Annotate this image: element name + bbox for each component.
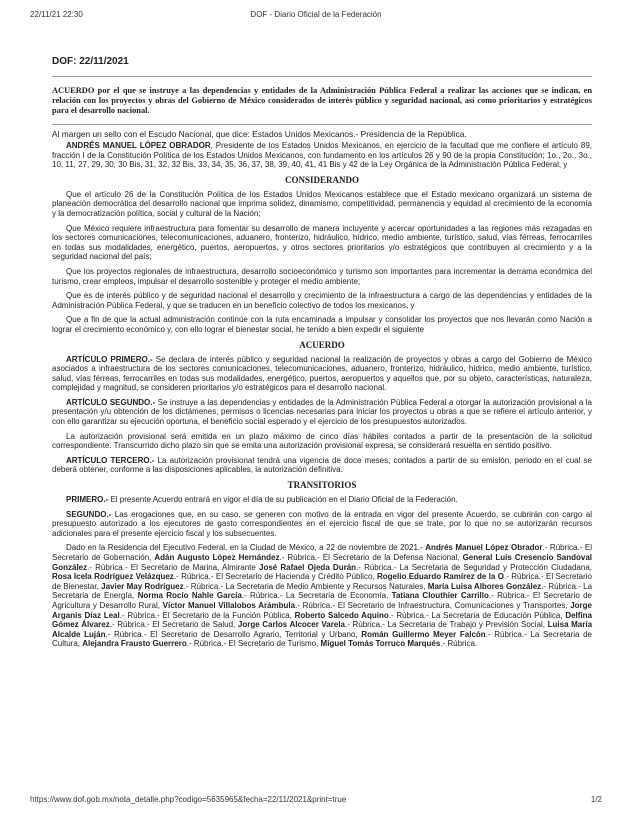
document-body	[52, 56, 592, 654]
signatory-role-text: .- Rúbrica.- La Secretaria de Cultura,	[52, 629, 592, 649]
signatory-role-text: .- Rúbrica.- El Secretario de Infraestructura, Comunicaciones y Transportes,	[295, 600, 571, 610]
divider	[52, 76, 592, 77]
president-name: ANDRÉS MANUEL LÓPEZ OBRADOR	[66, 141, 211, 150]
signatory-role-text: .- Rúbrica.- El Secretario de Hacienda y Crédito Público,	[173, 572, 377, 582]
considerando-paragraph: Que México requiere infraestructura para fomentar su desarrollo de manera incluyente y acercar oportunidades a las regiones más rezagadas en los sectores comunicaciones, telecomunicaciones, aduanero, fronterizo, hidráulico, hídrico, medio ambiente, turístico, salud, vías férreas, ferrocarriles en todas sus modalidades, energético, puertos, aeropuertos, y otros sectores prioritarios y/o estratégicos que contribuyen al crecimiento y a la seguridad nacional del país;	[52, 223, 592, 262]
signatory-role-text: .- Rúbrica.- La Secretaria de Economía,	[241, 591, 392, 601]
signatory-name: General Luis Cresencio Sandoval González	[52, 553, 593, 572]
transitory-label: PRIMERO.-	[66, 495, 109, 505]
signatory-role-text: .- Rúbrica.- El Secretario de Bienestar,	[52, 572, 593, 591]
signatory-role-text: .- Rúbrica.- La Secretaria de Educación Pública,	[388, 610, 566, 620]
signatory-role-text: .- Rúbrica.- La Secretaria de Energía,	[52, 581, 593, 601]
signatory-name: Román Guillermo Meyer Falcón	[361, 629, 486, 639]
signatory-name: Rosa Icela Rodríguez Velázquez	[52, 572, 174, 582]
signatory-role-text: .- Rúbrica.- La Secretaria de Seguridad y Protección Ciudadana,	[356, 562, 592, 572]
article-paragraph	[52, 456, 592, 475]
considerando-paragraph: Que es de interés público y de seguridad nacional el desarrollo y crecimiento de la infraestructura a cargo de las dependencias y entidades de la Administración Pública Federal, y que se traducen en un beneficio colectivo de todos los mexicanos, y	[52, 291, 592, 310]
signatory-role-text: .- Rúbrica.- El Secretario de Salud,	[109, 620, 238, 630]
transitory-paragraph	[52, 495, 592, 505]
signatory-role-text: .- Rúbrica.- El Secretario de Turismo,	[186, 639, 321, 649]
signatory-name: Alejandra Frausto Guerrero	[82, 639, 187, 649]
signatory-name: Roberto Salcedo Aquino	[294, 610, 389, 620]
signatory-name: Andrés Manuel López Obrador	[425, 543, 543, 553]
page-number: 1/2	[590, 795, 602, 804]
document-title: ACUERDO por el que se instruye a las dependencias y entidades de la Administración Pública Federal a realizar las acciones que se indican, en relación con los proyectos y obras del Gobierno de México considerados de interés público y seguridad nacional, así como prioritarios y estratégicos para el desarrollo nacional.	[52, 86, 592, 115]
print-datetime: 22/11/21 22:30	[30, 10, 83, 19]
signatory-name: Jorge Arganis Díaz Leal	[52, 600, 592, 620]
signatory-role-text: .- Rúbrica.- El Secretario de Marina, Almirante	[87, 562, 259, 572]
acuerdo-heading: ACUERDO	[299, 339, 345, 350]
dof-date: DOF: 22/11/2021	[52, 56, 129, 67]
signatory-role-text: .- Rúbrica.- La Secretaria de Trabajo y Previsión Social,	[345, 620, 548, 630]
article-label: ARTÍCULO SEGUNDO.-	[66, 397, 156, 407]
signatory-role-text: .- Rúbrica.- El Secretario de Gobernación,	[52, 543, 592, 562]
signing-intro: Dado en la Residencia del Ejecutivo Federal, en la Ciudad de México, a 22 de noviembre de 2021.-	[66, 543, 426, 553]
transitory-paragraph	[52, 510, 592, 539]
transitory-text: El presente Acuerdo entrará en vigor el día de su publicación en el Diario Oficial de la Federación.	[108, 495, 458, 505]
signatory-name: Jorge Carlos Alcocer Varela	[237, 620, 345, 630]
article-text: La autorización provisional tendrá una vigencia de doce meses, contados a partir de su emisión, periodo en el cual se deberá obtener, conforme a las disposiciones aplicables, la autorización definitiva.	[52, 455, 592, 475]
signatory-name: Adán Augusto López Hernández	[154, 553, 280, 562]
article-label: ARTÍCULO PRIMERO.-	[66, 354, 153, 364]
preamble-paragraph	[52, 141, 592, 170]
article-label: ARTÍCULO TERCERO.-	[66, 455, 155, 465]
signatory-name: María Luisa Albores González	[427, 581, 542, 591]
signatory-role-text: .- Rúbrica.- El Secretario de Desarrollo Agrario, Territorial y Urbano,	[105, 629, 362, 639]
considerando-paragraph: Que a fin de que la actual administración continúe con la ruta encaminada a impulsar y consolidar los proyectos que nos llevarán como Nación a lograr el crecimiento económico y, con ello lograr el bienestar social, he tenido a bien expedir el siguiente	[52, 315, 592, 334]
seal-note: Al margen un sello con el Escudo Nacional, que dice: Estados Unidos Mexicanos.- Presidencia de la República.	[52, 129, 467, 139]
print-url: https://www.dof.gob.mx/nota_detalle.php?codigo=5635965&fecha=22/11/2021&print=true	[30, 795, 347, 804]
signatures-paragraph	[52, 543, 592, 649]
signatory-role-text: .- Rúbrica.- La Secretaria de Medio Ambiente y Recursos Naturales,	[183, 581, 428, 591]
article-text: Se declara de interés público y seguridad nacional la realización de proyectos y obras a cargo del Gobierno de México asociados a infraestructura de los sectores comunicaciones, telecomunicaciones, aduanero, fronterizo, hidráulico, hídrico, medio ambiente, turístico, salud, vías férreas, ferrocarriles en todas sus modalidades, energético, puertos, aeropuertos y aquellos que, por su objeto, características, naturaleza, complejidad y magnitud, se consideren prioritarios y/o estratégicos para el desarrollo nacional.	[52, 354, 592, 393]
signatory-name: Miguel Tomás Torruco Marqués	[320, 639, 441, 649]
signatory-name: Rogelio Eduardo Ramírez de la O	[377, 572, 504, 582]
signatory-name: Luisa María Alcalde Luján	[52, 620, 593, 639]
considerando-paragraph: Que el artículo 26 de la Constitución Política de los Estados Unidos Mexicanos establece que el Estado mexicano organizará un sistema de planeación democrática del desarrollo nacional que imprima solidez, dinamismo, competitividad, permanencia y equidad al crecimiento de la economía y la democratización política, social y cultural de la Nación;	[52, 189, 592, 218]
considerando-paragraph: Que los proyectos regionales de infraestructura, desarrollo socioeconómico y turismo son importantes para incrementar la derrama económica del turismo, crear empleos, impulsar el desarrollo sostenible y proteger el medio ambiente;	[52, 266, 592, 286]
signatory-name: Delfina Gómez Álvarez	[52, 610, 592, 630]
print-header-title: DOF - Diario Oficial de la Federación	[250, 10, 382, 19]
divider	[52, 124, 592, 125]
preamble-text: , Presidente de los Estados Unidos Mexicanos, en ejercicio de la facultad que me confiere el artículo 89, fracción I de la Constitución Política de los Estados Unidos Mexicanos, con fundamento en los artículos 26 y 90 de la propia Constitución; 1o., 2o., 3o., 10, 11, 27, 29, 30, 30 Bis, 31, 32, 32 Bis, 33, 34, 35, 36, 37, 38, 39, 40, 41, 41 Bis y 42 de la Ley Orgánica de la Administración Pública Federal, y	[52, 141, 592, 170]
signatory-name: Javier May Rodríguez	[101, 581, 184, 591]
article-paragraph: La autorización provisional será emitida en un plazo máximo de cinco días hábiles contados a partir de la presentación de la solicitud correspondiente. Transcurrido dicho plazo sin que se emita una autorización provisional expresa, se considerará resuelta en sentido positivo.	[52, 431, 592, 451]
signatory-role-text: .- Rúbrica.- El Secretario de la Función Pública,	[119, 610, 295, 620]
transitory-label: SEGUNDO.-	[66, 509, 112, 519]
signatory-name: Víctor Manuel Villalobos Arámbula	[162, 600, 296, 610]
article-text: Se instruye a las dependencias y entidades de la Administración Pública Federal a otorgar la autorización provisional a la presentación y/u obtención de los dictámenes, permisos o licencias necesarias para iniciar los proyectos u obras a que se refiere el artículo anterior, y con ello garantizar su ejecución oportuna, el beneficio social esperado y el ejercicio de los presupuestos autorizados.	[52, 397, 592, 427]
article-paragraph	[52, 398, 592, 427]
signatory-name: Norma Rocío Nahle García	[137, 591, 242, 601]
signatory-role-text: .- Rúbrica.- El Secretario de la Defensa Nacional,	[279, 553, 463, 562]
signatory-name: José Rafael Ojeda Durán	[259, 562, 357, 572]
signatory-role-text: .- Rúbrica.	[440, 639, 478, 649]
considerando-heading: CONSIDERANDO	[284, 174, 359, 185]
signatory-role-text: .- Rúbrica.- El Secretario de Agricultura y Desarrollo Rural,	[52, 591, 593, 610]
article-paragraph	[52, 355, 592, 393]
transitorios-heading: TRANSITORIOS	[287, 480, 357, 491]
signatory-name: Tatiana Clouthier Carrillo	[391, 591, 489, 601]
transitory-text: Las erogaciones que, en su caso, se generen con motivo de la entrada en vigor del presente Acuerdo, se cubrirán con cargo al presupuesto autorizado a los ejecutores de gasto correspondientes en el ejercicio fiscal de que se trate, por lo que no se autorizarán recursos adicionales para el presente ejercicio fiscal y los subsecuentes.	[52, 509, 592, 538]
